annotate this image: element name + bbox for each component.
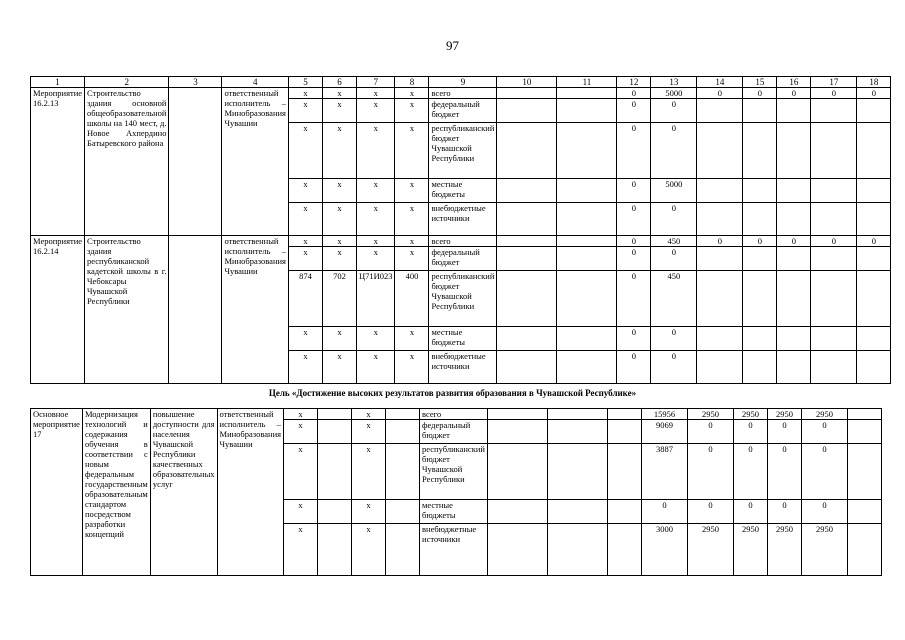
amount-cell: 0	[651, 99, 697, 123]
empty-cell	[557, 99, 617, 123]
amount-cell	[777, 271, 811, 327]
amount-cell	[743, 99, 777, 123]
expense-type-cell	[386, 420, 420, 444]
header-cell: 4	[222, 77, 288, 88]
funding-source-cell: республиканский бюджет Чувашской Республики	[429, 123, 497, 179]
amount-cell	[857, 123, 891, 179]
amount-cell: 0	[777, 236, 811, 247]
amount-cell: 0	[801, 420, 847, 444]
amount-cell: 0	[617, 247, 651, 271]
amount-cell: 0	[801, 500, 847, 524]
expense-type-cell: х	[395, 203, 429, 236]
expected-result-cell	[169, 236, 222, 384]
amount-cell: 0	[811, 88, 857, 99]
header-cell: 6	[322, 77, 356, 88]
amount-cell: 2950	[687, 524, 733, 576]
amount-cell: 0	[857, 236, 891, 247]
funding-source-cell: всего	[420, 409, 488, 420]
empty-cell	[497, 247, 557, 271]
amount-cell: 0	[651, 327, 697, 351]
section-code-cell: х	[322, 203, 356, 236]
empty-cell	[497, 203, 557, 236]
responsible-executor-cell: ответственный исполнитель – Минобразования Чувашии	[217, 409, 283, 576]
amount-cell	[607, 524, 641, 576]
grbs-code-cell: х	[284, 420, 318, 444]
funding-source-cell: внебюджетные источники	[429, 351, 497, 384]
funding-source-cell: всего	[429, 236, 497, 247]
amount-cell	[811, 247, 857, 271]
target-article-cell: х	[356, 236, 395, 247]
responsible-executor-cell: ответственный исполнитель – Минобразования Чувашии	[222, 236, 288, 384]
amount-cell	[777, 99, 811, 123]
empty-cell	[497, 236, 557, 247]
target-article-cell: х	[352, 524, 386, 576]
expense-type-cell	[386, 444, 420, 500]
amount-cell: 0	[651, 123, 697, 179]
header-cell: 15	[743, 77, 777, 88]
amount-cell	[777, 247, 811, 271]
section-code-cell	[318, 420, 352, 444]
section-code-cell: 702	[322, 271, 356, 327]
grbs-code-cell: х	[288, 236, 322, 247]
amount-cell	[811, 351, 857, 384]
amount-cell	[847, 420, 881, 444]
amount-cell	[847, 524, 881, 576]
amount-cell: 0	[617, 327, 651, 351]
target-article-cell: х	[356, 123, 395, 179]
amount-cell	[607, 409, 641, 420]
measure-description-cell: Строительство здания основной общеобразовательной школы на 140 мест, д. Новое Ахпердино Батыревского района	[85, 88, 169, 236]
empty-cell	[487, 524, 547, 576]
amount-cell	[811, 327, 857, 351]
amount-cell	[857, 327, 891, 351]
amount-cell: 0	[697, 236, 743, 247]
amount-cell	[777, 351, 811, 384]
amount-cell: 0	[617, 123, 651, 179]
grbs-code-cell: х	[284, 409, 318, 420]
empty-cell	[547, 420, 607, 444]
amount-cell	[857, 179, 891, 203]
empty-cell	[557, 327, 617, 351]
amount-cell	[697, 327, 743, 351]
grbs-code-cell: х	[288, 179, 322, 203]
amount-cell: 0	[767, 500, 801, 524]
header-cell: 9	[429, 77, 497, 88]
expense-type-cell	[386, 524, 420, 576]
amount-cell	[697, 123, 743, 179]
section-code-cell	[318, 524, 352, 576]
amount-cell: 0	[743, 236, 777, 247]
amount-cell: 0	[687, 420, 733, 444]
section-code-cell: х	[322, 236, 356, 247]
amount-cell	[857, 203, 891, 236]
funding-source-cell: республиканский бюджет Чувашской Республики	[420, 444, 488, 500]
empty-cell	[557, 351, 617, 384]
amount-cell	[697, 271, 743, 327]
target-article-cell: х	[352, 420, 386, 444]
header-cell: 16	[777, 77, 811, 88]
amount-cell	[857, 99, 891, 123]
empty-cell	[547, 500, 607, 524]
section-code-cell	[318, 409, 352, 420]
expense-type-cell: х	[395, 351, 429, 384]
responsible-executor-cell: ответственный исполнитель – Минобразования Чувашии	[222, 88, 288, 236]
header-cell: 3	[169, 77, 222, 88]
expense-type-cell: х	[395, 99, 429, 123]
amount-cell: 0	[733, 420, 767, 444]
amount-cell: 0	[767, 420, 801, 444]
table-row	[31, 236, 891, 247]
grbs-code-cell: х	[288, 88, 322, 99]
target-article-cell: х	[352, 500, 386, 524]
empty-cell	[487, 420, 547, 444]
section-code-cell	[318, 500, 352, 524]
amount-cell: 0	[857, 88, 891, 99]
header-cell: 17	[811, 77, 857, 88]
grbs-code-cell: х	[284, 524, 318, 576]
amount-cell	[847, 444, 881, 500]
empty-cell	[557, 247, 617, 271]
amount-cell	[847, 500, 881, 524]
empty-cell	[557, 123, 617, 179]
section-code-cell: х	[322, 351, 356, 384]
header-cell: 14	[697, 77, 743, 88]
amount-cell	[743, 271, 777, 327]
grbs-code-cell: х	[284, 444, 318, 500]
empty-cell	[487, 444, 547, 500]
empty-cell	[497, 179, 557, 203]
header-row	[31, 77, 891, 88]
section-code-cell: х	[322, 247, 356, 271]
amount-cell: 0	[743, 88, 777, 99]
amount-cell	[777, 123, 811, 179]
empty-cell	[487, 500, 547, 524]
funding-source-cell: федеральный бюджет	[429, 247, 497, 271]
amount-cell	[811, 99, 857, 123]
header-cell: 8	[395, 77, 429, 88]
amount-cell	[811, 123, 857, 179]
amount-cell: 5000	[651, 179, 697, 203]
header-cell: 11	[557, 77, 617, 88]
expense-type-cell	[386, 500, 420, 524]
funding-source-cell: внебюджетные источники	[429, 203, 497, 236]
amount-cell: 450	[651, 236, 697, 247]
grbs-code-cell: х	[284, 500, 318, 524]
amount-cell	[857, 271, 891, 327]
amount-cell: 0	[617, 88, 651, 99]
amount-cell: 2950	[733, 524, 767, 576]
amount-cell: 0	[617, 179, 651, 203]
funding-source-cell: местные бюджеты	[420, 500, 488, 524]
section-code-cell: х	[322, 88, 356, 99]
empty-cell	[497, 123, 557, 179]
empty-cell	[487, 409, 547, 420]
amount-cell	[743, 327, 777, 351]
empty-cell	[547, 444, 607, 500]
amount-cell: 0	[811, 236, 857, 247]
header-cell: 10	[497, 77, 557, 88]
amount-cell: 2950	[687, 409, 733, 420]
amount-cell: 0	[777, 88, 811, 99]
section-code-cell	[318, 444, 352, 500]
amount-cell: 0	[687, 500, 733, 524]
expected-result-cell	[169, 88, 222, 236]
header-cell: 12	[617, 77, 651, 88]
amount-cell: 0	[617, 99, 651, 123]
target-article-cell: х	[356, 327, 395, 351]
amount-cell: 0	[651, 247, 697, 271]
empty-cell	[557, 88, 617, 99]
amount-cell	[811, 203, 857, 236]
expense-type-cell: х	[395, 88, 429, 99]
empty-cell	[497, 327, 557, 351]
measure-name-cell: Мероприятие 16.2.13	[31, 88, 85, 236]
measure-description-cell: Модернизация технологий и содержания обучения в соответствии с новым федеральным государственным образовательным стандартом посредством разработки концепций	[82, 409, 150, 576]
amount-cell: 2950	[801, 524, 847, 576]
amount-cell: 2950	[733, 409, 767, 420]
grbs-code-cell: х	[288, 327, 322, 351]
amount-cell	[777, 179, 811, 203]
amount-cell: 0	[641, 500, 687, 524]
header-cell: 13	[651, 77, 697, 88]
amount-cell	[697, 351, 743, 384]
header-cell: 1	[31, 77, 85, 88]
amount-cell: 0	[687, 444, 733, 500]
amount-cell	[697, 203, 743, 236]
grbs-code-cell: х	[288, 351, 322, 384]
section-code-cell: х	[322, 327, 356, 351]
expense-type-cell	[386, 409, 420, 420]
funding-source-cell: федеральный бюджет	[429, 99, 497, 123]
table-row	[31, 88, 891, 99]
amount-cell: 0	[651, 203, 697, 236]
empty-cell	[497, 351, 557, 384]
funding-source-cell: республиканский бюджет Чувашской Республики	[429, 271, 497, 327]
section-code-cell: х	[322, 179, 356, 203]
header-cell: 18	[857, 77, 891, 88]
amount-cell	[857, 351, 891, 384]
target-article-cell: х	[356, 99, 395, 123]
amount-cell	[777, 203, 811, 236]
amount-cell: 2950	[767, 524, 801, 576]
amount-cell: 0	[767, 444, 801, 500]
amount-cell: 0	[617, 203, 651, 236]
amount-cell	[697, 247, 743, 271]
amount-cell: 9069	[641, 420, 687, 444]
table-row	[31, 409, 882, 420]
target-article-cell: х	[352, 409, 386, 420]
empty-cell	[497, 99, 557, 123]
empty-cell	[557, 236, 617, 247]
amount-cell	[743, 351, 777, 384]
target-article-cell: х	[356, 88, 395, 99]
budget-table-part2	[30, 408, 882, 576]
amount-cell	[811, 271, 857, 327]
target-article-cell: х	[356, 203, 395, 236]
funding-source-cell: федеральный бюджет	[420, 420, 488, 444]
section-code-cell: х	[322, 99, 356, 123]
section-code-cell: х	[322, 123, 356, 179]
empty-cell	[497, 271, 557, 327]
budget-table-part1	[30, 76, 891, 384]
header-cell: 5	[288, 77, 322, 88]
header-cell: 2	[85, 77, 169, 88]
amount-cell: 3000	[641, 524, 687, 576]
target-article-cell: х	[356, 247, 395, 271]
target-article-cell: х	[356, 351, 395, 384]
amount-cell: 0	[733, 444, 767, 500]
expense-type-cell: х	[395, 123, 429, 179]
grbs-code-cell: х	[288, 247, 322, 271]
amount-cell	[777, 327, 811, 351]
amount-cell: 0	[801, 444, 847, 500]
grbs-code-cell: х	[288, 123, 322, 179]
amount-cell	[607, 500, 641, 524]
amount-cell: 15956	[641, 409, 687, 420]
amount-cell: 450	[651, 271, 697, 327]
amount-cell	[743, 203, 777, 236]
amount-cell	[607, 444, 641, 500]
expense-type-cell: х	[395, 236, 429, 247]
expense-type-cell: х	[395, 247, 429, 271]
measure-description-cell: Строительство здания республиканской кадетской школы в г. Чебоксары Чувашской Республики	[85, 236, 169, 384]
expense-type-cell: 400	[395, 271, 429, 327]
grbs-code-cell: 874	[288, 271, 322, 327]
amount-cell: 0	[617, 351, 651, 384]
empty-cell	[557, 203, 617, 236]
empty-cell	[547, 409, 607, 420]
amount-cell	[607, 420, 641, 444]
page-number: 97	[446, 38, 459, 53]
amount-cell: 0	[697, 88, 743, 99]
amount-cell	[743, 123, 777, 179]
target-article-cell: х	[356, 179, 395, 203]
funding-source-cell: местные бюджеты	[429, 327, 497, 351]
empty-cell	[557, 179, 617, 203]
empty-cell	[497, 88, 557, 99]
amount-cell	[697, 99, 743, 123]
expected-result-cell: повышение доступности для населения Чувашской Республики качественных образовательных услуг	[150, 409, 217, 576]
amount-cell: 0	[617, 236, 651, 247]
target-article-cell: Ц71И023	[356, 271, 395, 327]
amount-cell	[697, 179, 743, 203]
target-article-cell: х	[352, 444, 386, 500]
funding-source-cell: местные бюджеты	[429, 179, 497, 203]
expense-type-cell: х	[395, 327, 429, 351]
amount-cell: 0	[617, 271, 651, 327]
amount-cell: 5000	[651, 88, 697, 99]
amount-cell	[743, 247, 777, 271]
empty-cell	[557, 271, 617, 327]
amount-cell	[743, 179, 777, 203]
amount-cell: 0	[733, 500, 767, 524]
amount-cell	[811, 179, 857, 203]
funding-source-cell: всего	[429, 88, 497, 99]
grbs-code-cell: х	[288, 203, 322, 236]
empty-cell	[547, 524, 607, 576]
amount-cell: 0	[651, 351, 697, 384]
amount-cell	[857, 247, 891, 271]
amount-cell: 2950	[767, 409, 801, 420]
amount-cell	[847, 409, 881, 420]
funding-source-cell: внебюджетные источники	[420, 524, 488, 576]
grbs-code-cell: х	[288, 99, 322, 123]
measure-name-cell: Мероприятие 16.2.14	[31, 236, 85, 384]
header-cell: 7	[356, 77, 395, 88]
expense-type-cell: х	[395, 179, 429, 203]
measure-name-cell: Основное мероприятие 17	[31, 409, 83, 576]
goal-title: Цель «Достижение высоких результатов развития образования в Чувашской Республике»	[268, 388, 637, 398]
amount-cell: 3887	[641, 444, 687, 500]
amount-cell: 2950	[801, 409, 847, 420]
